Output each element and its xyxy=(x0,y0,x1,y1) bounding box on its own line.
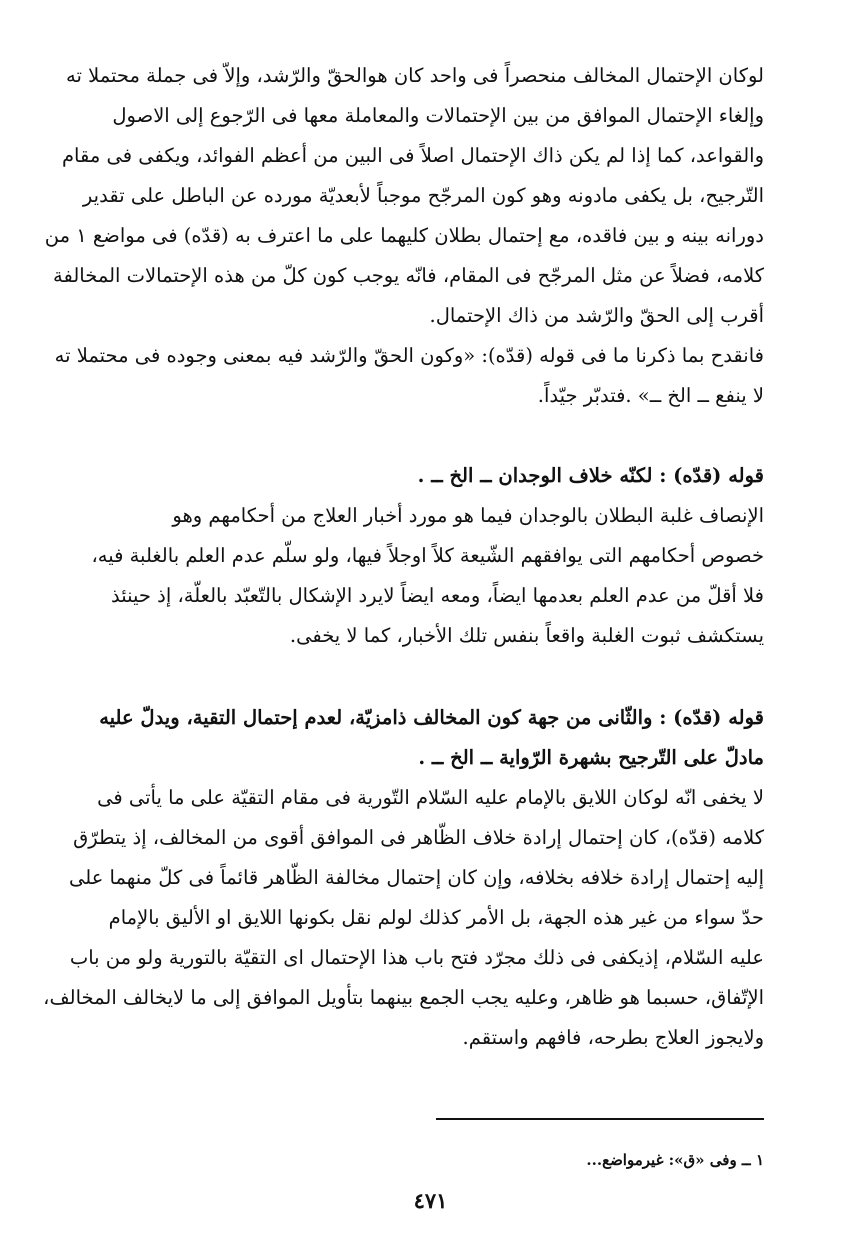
text-line: والقواعد، كما إذا لم يكن ذاك الإحتمال اصلاً فى البين من أعظم الفوائد، ويكفى فى مقام xyxy=(61,144,764,167)
paragraph-1 xyxy=(44,56,764,336)
text-line: حدّ سواء من غير هذه الجهة، بل الأمر كذلك لولم نقل بكونها اللايق او الأليق بالإمام xyxy=(108,906,764,929)
text-line: دورانه بينه و بين فاقده، مع إحتمال بطلان كليهما على ما اعترف به (قدّه) فى مواضع ١ من xyxy=(44,224,764,247)
text-line: يستكشف ثبوت الغلبة واقعاً بنفس تلك الأخبار، كما لا يخفى. xyxy=(289,624,764,647)
page-number: ٤٧١ xyxy=(413,1188,448,1213)
footnote-separator xyxy=(436,1118,764,1120)
text-line: كلامه (قدّه)، كان إحتمال إرادة خلاف الظّاهر فى الموافق أقوى من المخالف، إذ يتطرّق xyxy=(73,826,764,849)
text-line: التّرجيح، بل يكفى مادونه وهو كون المرجّح موجباً لأبعديّة مورده عن الباطل على تقدير xyxy=(82,184,764,207)
text-line: الإتّفاق، حسبما هو ظاهر، وعليه يجب الجمع بينهما بتأويل الموافق إلى ما لايخالف المخالف، xyxy=(43,986,764,1009)
text-line: لوكان الإحتمال المخالف منحصراً فى واحد كان هوالحقّ والرّشد، وإلاّ فى جملة محتملا ته xyxy=(66,64,764,87)
text-line: وإلغاء الإحتمال الموافق من بين الإحتمالات والمعاملة معها فى الرّجوع إلى الاصول xyxy=(112,104,764,127)
heading-line: قوله (قدّه) : والثّانى من جهة كون المخالف ذامزيّة، لعدم إحتمال التقية، ويدلّ عليه xyxy=(99,706,764,729)
heading-line: مادلّ على التّرجيح بشهرة الرّواية ــ الخ ــ . xyxy=(418,746,764,769)
text-line: فانقدح بما ذكرنا ما فى قوله (قدّه): «وكون الحقّ والرّشد فيه بمعنى وجوده فى محتملا ته xyxy=(54,344,764,367)
heading-line: قوله (قدّه) : لكنّه خلاف الوجدان ــ الخ ــ . xyxy=(417,464,764,487)
text-line: عليه السّلام، إذيكفى فى ذلك مجرّد فتح باب هذا الإحتمال اى التقيّة بالتورية ولو من باب xyxy=(69,946,764,969)
paragraph-4 xyxy=(43,778,764,1058)
text-line: فلا أقلّ من عدم العلم بعدمها ايضاً، ومعه ايضاً لايرد الإشكال بالتّعبّد بالعلّة، إذ حينئذ xyxy=(111,584,764,607)
footnote: ١ ــ وفى «ق»: غيرمواضع... xyxy=(586,1151,764,1169)
text-line: إليه إحتمال إرادة خلافه بخلافه، وإن كان إحتمال مخالفة الظّاهر قائماً فى كلّ منهما على xyxy=(69,866,764,889)
text-line: لا يخفى انّه لوكان اللايق بالإمام عليه السّلام التّورية فى مقام التقيّة على ما يأتى فى xyxy=(97,786,764,809)
text-line: ولايجوز العلاج بطرحه، فافهم واستقم. xyxy=(462,1026,764,1049)
section-heading-1 xyxy=(100,456,764,496)
paragraph-3 xyxy=(91,496,764,656)
paragraph-2 xyxy=(54,336,764,416)
text-line: أقرب إلى الحقّ والرّشد من ذاك الإحتمال. xyxy=(429,304,764,327)
section-heading-2 xyxy=(100,698,764,778)
text-line: الإنصاف غلبة البطلان بالوجدان فيما هو مورد أخبار العلاج من أحكامهم وهو xyxy=(172,504,764,527)
text-line: لا ينفع ــ الخ ــ» .فتدبّر جيّداً. xyxy=(537,384,764,407)
text-line: كلامه، فضلاً عن مثل المرجّح فى المقام، فانّه يوجب كون كلّ من هذه الإحتمالات المخالفة xyxy=(53,264,764,287)
text-line: خصوص أحكامهم التى يوافقهم الشّيعة كلاً اوجلاً فيها، ولو سلّم عدم العلم بالغلبة فيه، xyxy=(91,544,764,567)
